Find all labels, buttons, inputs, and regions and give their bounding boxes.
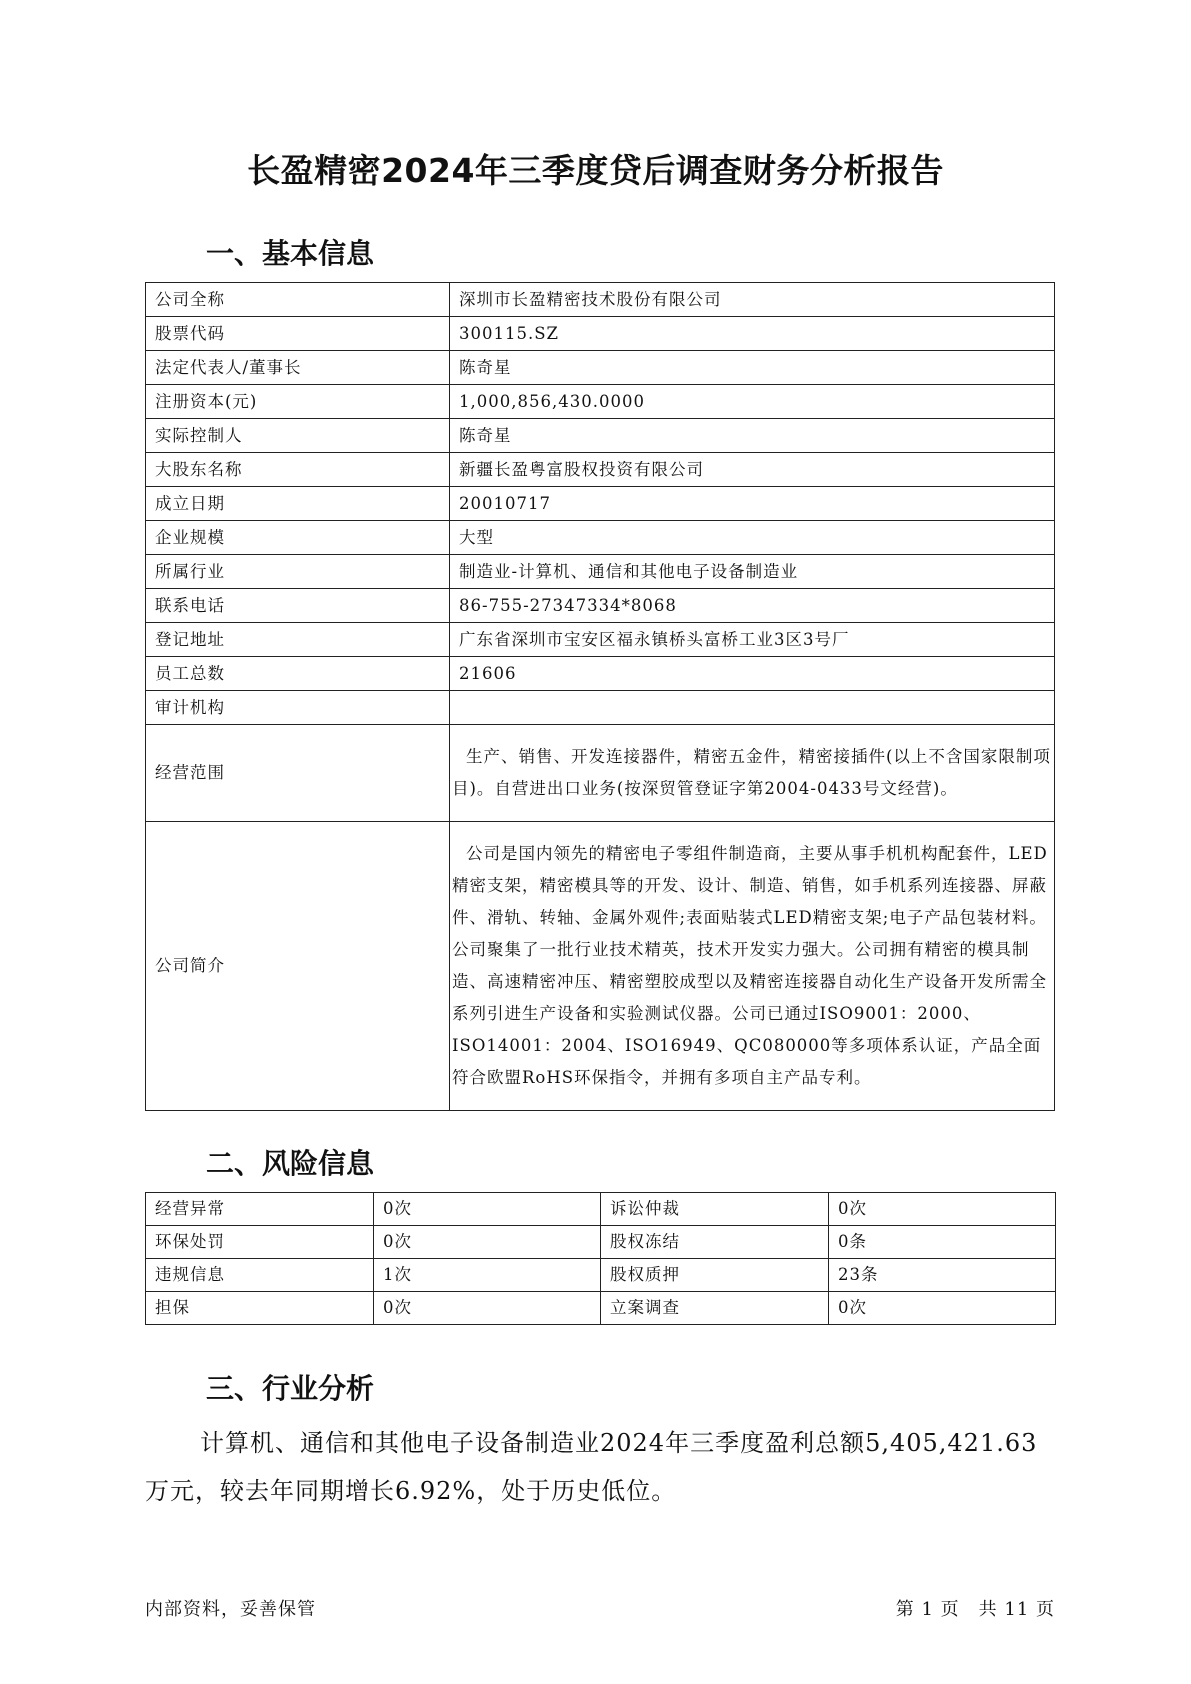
footer-page-number: 第 1 页 共 11 页 — [895, 1599, 1055, 1620]
label-company-profile: 公司简介 — [146, 822, 450, 1111]
risk-label: 违规信息 — [146, 1259, 374, 1292]
risk-label: 股权质押 — [601, 1259, 829, 1292]
table-row — [146, 691, 1055, 725]
table-row — [146, 623, 1055, 657]
table-row — [146, 822, 1055, 1111]
footer-confidential-note: 内部资料，妥善保管 — [145, 1599, 316, 1620]
table-row — [146, 1226, 1056, 1259]
value-company-name: 深圳市长盈精密技术股份有限公司 — [450, 283, 1055, 317]
risk-value: 1次 — [374, 1259, 601, 1292]
table-row — [146, 1292, 1056, 1325]
value-phone: 86-755-27347334*8068 — [450, 589, 1055, 623]
label-registered-address: 登记地址 — [146, 623, 450, 657]
table-row — [146, 657, 1055, 691]
label-major-shareholder: 大股东名称 — [146, 453, 450, 487]
table-row — [146, 453, 1055, 487]
section-heading-industry-analysis: 三、行业分析 — [206, 1372, 375, 1405]
value-company-profile: 公司是国内领先的精密电子零组件制造商，主要从事手机机构配套件，LED精密支架，精密模具等的开发、设计、制造、销售，如手机系列连接器、屏蔽件、滑轨、转轴、金属外观件;表面贴装式LED精密支架;电子产品包装材料。公司聚集了一批行业技术精英，技术开发实力强大。公司拥有精密的模具制造、高速精密冲压、精密塑胶成型以及精密连接器自动化生产设备开发所需全系列引进生产设备和实验测试仪器。公司已通过ISO9001：2000、ISO14001：2004、ISO16949、QC080000等多项体系认证，产品全面符合欧盟RoHS环保指令，并拥有多项自主产品专利。 — [450, 822, 1055, 1111]
risk-value: 0次 — [374, 1226, 601, 1259]
risk-value: 0次 — [374, 1292, 601, 1325]
label-audit-firm: 审计机构 — [146, 691, 450, 725]
table-row — [146, 419, 1055, 453]
label-legal-representative: 法定代表人/董事长 — [146, 351, 450, 385]
page-title: 长盈精密2024年三季度贷后调查财务分析报告 — [247, 151, 944, 190]
label-business-scope: 经营范围 — [146, 725, 450, 822]
label-employee-count: 员工总数 — [146, 657, 450, 691]
table-row — [146, 521, 1055, 555]
value-company-size: 大型 — [450, 521, 1055, 555]
value-founded-date: 20010717 — [450, 487, 1055, 521]
basic-info-table — [145, 282, 1055, 1111]
risk-value: 0次 — [829, 1292, 1056, 1325]
table-row — [146, 385, 1055, 419]
risk-label: 担保 — [146, 1292, 374, 1325]
risk-label: 环保处罚 — [146, 1226, 374, 1259]
risk-info-table — [145, 1192, 1056, 1325]
risk-label: 经营异常 — [146, 1193, 374, 1226]
value-industry: 制造业-计算机、通信和其他电子设备制造业 — [450, 555, 1055, 589]
label-industry: 所属行业 — [146, 555, 450, 589]
risk-label: 立案调查 — [601, 1292, 829, 1325]
value-audit-firm — [450, 691, 1055, 725]
value-stock-code: 300115.SZ — [450, 317, 1055, 351]
section-heading-basic-info: 一、基本信息 — [206, 237, 375, 270]
value-legal-representative: 陈奇星 — [450, 351, 1055, 385]
value-employee-count: 21606 — [450, 657, 1055, 691]
label-stock-code: 股票代码 — [146, 317, 450, 351]
label-founded-date: 成立日期 — [146, 487, 450, 521]
label-company-name: 公司全称 — [146, 283, 450, 317]
table-row — [146, 283, 1055, 317]
section-heading-risk-info: 二、风险信息 — [206, 1147, 375, 1180]
value-business-scope: 生产、销售、开发连接器件，精密五金件，精密接插件(以上不含国家限制项目)。自营进出口业务(按深贸管登证字第2004-0433号文经营)。 — [450, 725, 1055, 822]
value-actual-controller: 陈奇星 — [450, 419, 1055, 453]
value-registered-capital: 1,000,856,430.0000 — [450, 385, 1055, 419]
risk-value: 0次 — [829, 1193, 1056, 1226]
label-phone: 联系电话 — [146, 589, 450, 623]
risk-label: 股权冻结 — [601, 1226, 829, 1259]
table-row — [146, 487, 1055, 521]
industry-analysis-paragraph: 计算机、通信和其他电子设备制造业2024年三季度盈利总额5,405,421.63万元，较去年同期增长6.92%，处于历史低位。 — [145, 1429, 1038, 1505]
table-row — [146, 555, 1055, 589]
table-row — [146, 725, 1055, 822]
label-registered-capital: 注册资本(元) — [146, 385, 450, 419]
risk-label: 诉讼仲裁 — [601, 1193, 829, 1226]
table-row — [146, 1259, 1056, 1292]
table-row — [146, 317, 1055, 351]
risk-value: 0条 — [829, 1226, 1056, 1259]
risk-value: 0次 — [374, 1193, 601, 1226]
risk-value: 23条 — [829, 1259, 1056, 1292]
table-row — [146, 589, 1055, 623]
value-major-shareholder: 新疆长盈粤富股权投资有限公司 — [450, 453, 1055, 487]
table-row — [146, 351, 1055, 385]
label-actual-controller: 实际控制人 — [146, 419, 450, 453]
label-company-size: 企业规模 — [146, 521, 450, 555]
value-registered-address: 广东省深圳市宝安区福永镇桥头富桥工业3区3号厂 — [450, 623, 1055, 657]
table-row — [146, 1193, 1056, 1226]
